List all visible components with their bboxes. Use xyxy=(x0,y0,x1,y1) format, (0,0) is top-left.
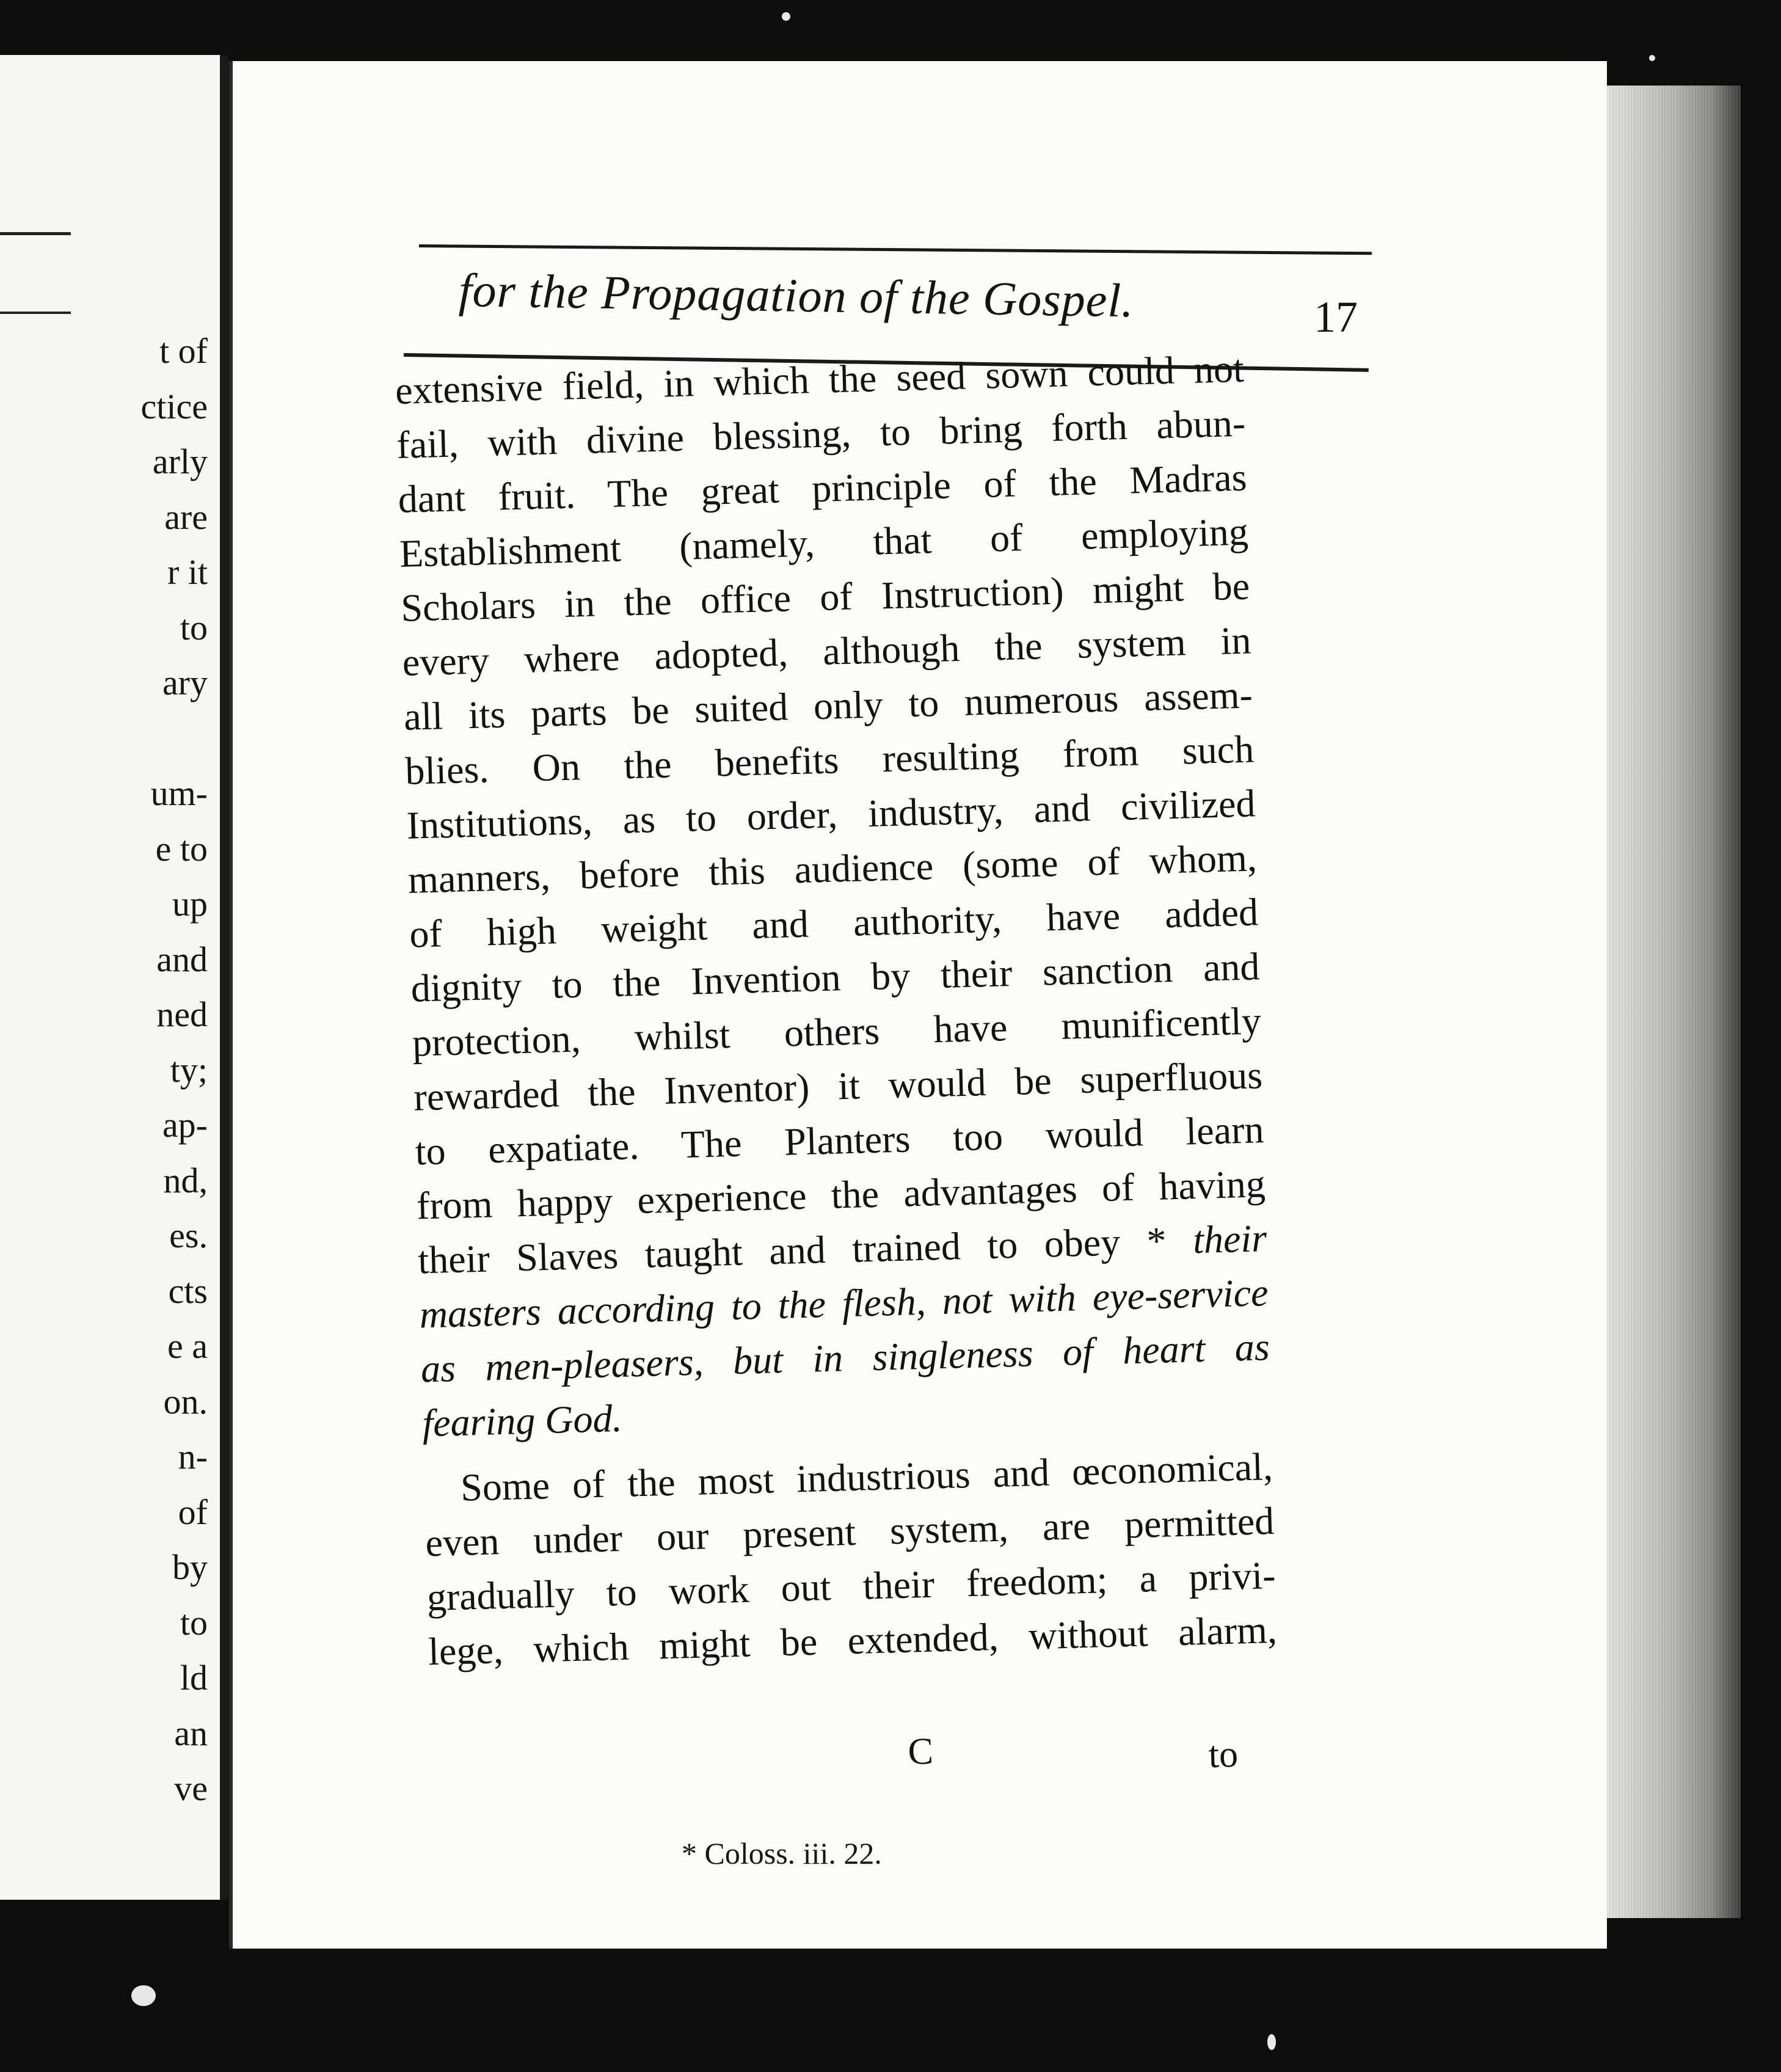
quotation-line: as men-pleasers, but in singleness of heart as xyxy=(420,1325,1270,1391)
text-line: to expatiate. The Planters too would learn xyxy=(414,1107,1265,1173)
roman-run: their Slaves taught and trained to obey * xyxy=(417,1218,1194,1282)
left-page-fragment: ctice xyxy=(140,386,208,426)
left-page-fragment: arly xyxy=(152,442,208,481)
signature-mark: C xyxy=(907,1730,934,1773)
italic-run: their xyxy=(1192,1216,1267,1262)
page-edges-stack xyxy=(1594,86,1741,1918)
dust-speck xyxy=(782,12,790,21)
footnote: * Coloss. iii. 22. xyxy=(682,1836,882,1870)
paragraph-line: even under our present system, are permitted xyxy=(424,1498,1275,1565)
left-page-fragment: to xyxy=(180,1602,208,1643)
text-line: fail, with divine blessing, to bring forth abun- xyxy=(396,401,1246,467)
previous-page-edge xyxy=(0,55,228,1900)
text-line: extensive field, in which the seed sown could not xyxy=(395,346,1245,412)
text-line: manners, before this audience (some of whom, xyxy=(407,836,1258,902)
left-page-fragment: and xyxy=(156,939,208,979)
running-title: for the Propagation of the Gospel. xyxy=(458,263,1135,327)
text-line: dant fruit. The great principle of the Madras xyxy=(397,455,1248,521)
text-line: rewarded the Inventor) it would be superfluous xyxy=(413,1053,1263,1119)
left-page-fragment: are xyxy=(164,497,208,537)
left-page-fragment: ned xyxy=(156,994,208,1034)
left-page-fragment: r it xyxy=(167,552,208,592)
left-page-fragment: ty; xyxy=(170,1049,208,1090)
catchword: to xyxy=(1207,1733,1239,1776)
left-page-fragment: nd, xyxy=(163,1160,208,1200)
left-page-fragment: to xyxy=(180,607,208,648)
dust-speck xyxy=(1267,2034,1276,2050)
text-line: all its parts be suited only to numerous assem- xyxy=(403,673,1253,739)
header-rule-top xyxy=(419,244,1372,255)
body-text xyxy=(395,341,1278,1679)
text-line: from happy experience the advantages of having xyxy=(416,1162,1266,1228)
left-page-fragment: n- xyxy=(178,1437,208,1476)
left-page-fragment: ap- xyxy=(162,1105,208,1145)
dust-speck xyxy=(131,1985,156,2006)
left-page-fragment: cts xyxy=(168,1271,208,1311)
left-page-fragment: um- xyxy=(150,773,208,813)
left-page-fragment: up xyxy=(172,884,208,924)
paragraph-line: gradually to work out their freedom; a privi- xyxy=(426,1553,1277,1619)
left-page-fragment: ve xyxy=(174,1768,208,1808)
left-header-rule xyxy=(0,232,71,235)
paragraph-line: lege, which might be extended, without alarm, xyxy=(428,1607,1278,1674)
paragraph-line: Some of the most industrious and œconomical, xyxy=(460,1444,1273,1509)
text-line: of high weight and authority, have added xyxy=(409,890,1259,956)
left-page-fragment: on. xyxy=(163,1381,208,1421)
text-line: Institutions, as to order, industry, and civilized xyxy=(406,781,1256,847)
text-line: Scholars in the office of Instruction) might be xyxy=(400,564,1250,630)
left-page-fragment: an xyxy=(174,1713,208,1753)
left-header-rule-lower xyxy=(0,312,71,314)
left-page-fragment: es. xyxy=(169,1216,208,1255)
text-line: protection, whilst others have munificently xyxy=(412,999,1262,1065)
text-line: Establishment (namely, that of employing xyxy=(399,509,1249,575)
quotation-line: masters according to the flesh, not with eye-service xyxy=(418,1271,1269,1337)
quotation-line-end: fearing God. xyxy=(421,1396,623,1445)
left-page-fragment: by xyxy=(172,1547,208,1587)
dust-speck xyxy=(1649,55,1655,61)
left-page-fragment: ary xyxy=(162,663,208,702)
text-line: dignity to the Invention by their sanction and xyxy=(410,944,1261,1010)
page-number: 17 xyxy=(1314,293,1358,341)
left-page-fragment: ld xyxy=(180,1658,208,1698)
signature-line xyxy=(395,1722,1239,1776)
page-17 xyxy=(229,61,1607,1949)
left-page-fragment: t of xyxy=(159,331,208,371)
text-line: every where adopted, although the system in xyxy=(401,618,1252,684)
previous-page-text-fragments xyxy=(86,324,208,1817)
text-line: blies. On the benefits resulting from such xyxy=(404,727,1255,793)
left-page-fragment: e a xyxy=(167,1326,208,1366)
left-page-fragment: of xyxy=(178,1492,208,1532)
left-page-fragment: e to xyxy=(155,828,208,869)
left-page-fragment xyxy=(86,711,208,767)
